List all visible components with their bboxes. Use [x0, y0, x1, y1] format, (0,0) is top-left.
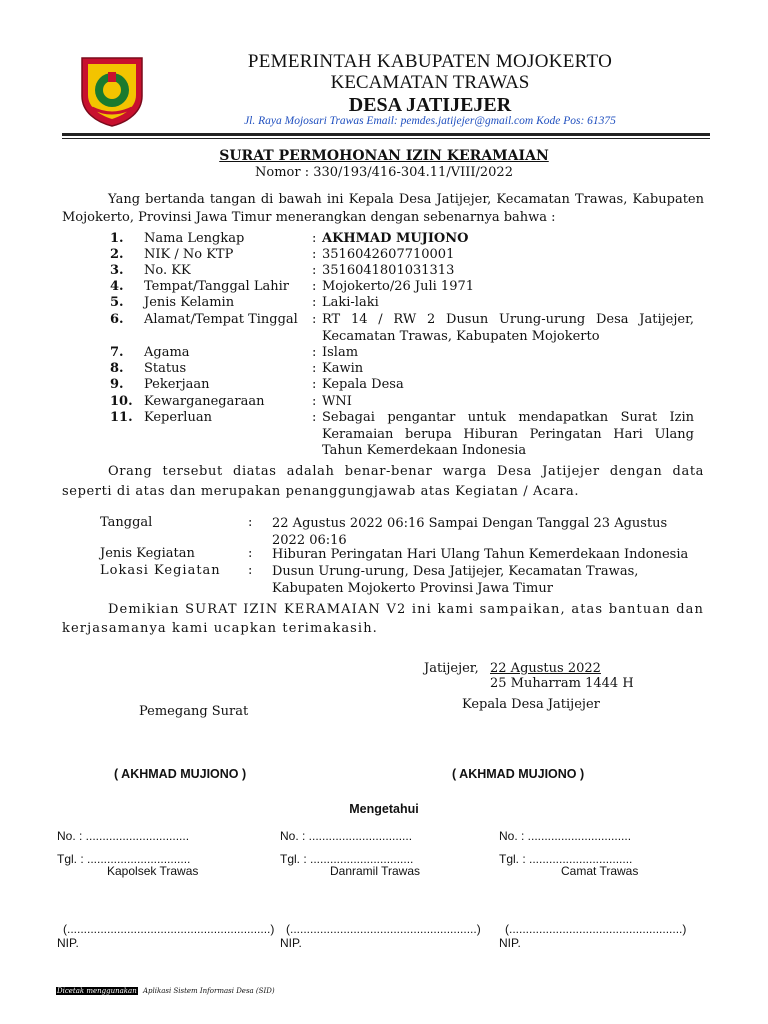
holder-title: Pemegang Surat: [139, 704, 249, 719]
field-number: 7.: [110, 345, 124, 360]
ack-nip: NIP.: [499, 936, 521, 950]
event-colon: :: [248, 515, 253, 530]
ack-signature-line: (........................................................): [286, 922, 481, 936]
field-value: Sebagai pengantar untuk mendapatkan Surat Izin Keramaian berupa Hiburan Peringatan Hari Ulang Tahun Kemerdekaan Indonesia: [322, 410, 694, 458]
document-title: SURAT PERMOHONAN IZIN KERAMAIAN: [219, 148, 549, 164]
ack-number: No. : ...............................: [57, 829, 190, 843]
field-number: 5.: [110, 295, 124, 310]
field-number: 3.: [110, 263, 124, 278]
field-number: 10.: [110, 394, 133, 409]
field-label: Kewarganegaraan: [144, 394, 265, 409]
field-label: Keperluan: [144, 410, 212, 425]
field-row: [110, 247, 710, 264]
field-row: [110, 377, 710, 394]
field-label: NIK / No KTP: [144, 247, 234, 262]
statement-paragraph: Orang tersebut diatas adalah benar-benar warga Desa Jatijejer dengan data seperti di atas dan merupakan penanggungjawab atas Kegiatan / Acara.: [62, 464, 704, 499]
field-value: 3516042607710001: [322, 247, 455, 262]
signing-place: Jatijejer,: [424, 661, 479, 676]
field-value: AKHMAD MUJIONO: [322, 231, 469, 246]
field-label: Tempat/Tanggal Lahir: [144, 279, 289, 294]
field-row: [110, 295, 710, 312]
intro-paragraph: Yang bertanda tangan di bawah ini Kepala Desa Jatijejer, Kecamatan Trawas, Kabupaten Mojokerto, Provinsi Jawa Timur menerangkan dengan sebenarnya bahwa :: [62, 192, 704, 225]
event-value: 22 Agustus 2022 06:16 Sampai Dengan Tanggal 23 Agustus 2022 06:16: [272, 516, 668, 548]
field-colon: :: [312, 345, 317, 360]
print-footer: [56, 987, 275, 995]
field-number: 1.: [110, 231, 124, 246]
field-value: Kepala Desa: [322, 377, 404, 392]
signing-date: 22 Agustus 2022: [490, 661, 601, 676]
letterhead-government: PEMERINTAH KABUPATEN MOJOKERTO: [247, 51, 613, 72]
event-value: Hiburan Peringatan Hari Ulang Tahun Kemerdekaan Indonesia: [272, 547, 689, 562]
letterhead-district: KECAMATAN TRAWAS: [330, 72, 530, 93]
field-row: [110, 312, 710, 344]
field-label: Pekerjaan: [144, 377, 210, 392]
field-colon: :: [312, 410, 317, 425]
acknowledge-heading: Mengetahui: [349, 802, 419, 816]
field-number: 4.: [110, 279, 124, 294]
field-row: [110, 345, 710, 362]
ack-number: No. : ...............................: [280, 829, 413, 843]
ack-date: Tgl. : ...............................: [57, 852, 191, 866]
field-number: 11.: [110, 410, 133, 425]
field-number: 8.: [110, 361, 124, 376]
ack-date: Tgl. : ...............................: [280, 852, 414, 866]
field-colon: :: [312, 279, 317, 294]
field-row: [110, 231, 710, 248]
regency-emblem: [78, 52, 146, 128]
field-row: [110, 361, 710, 378]
field-value: Islam: [322, 345, 359, 360]
letterhead-divider: [62, 133, 710, 139]
field-colon: :: [312, 295, 317, 310]
event-colon: :: [248, 563, 253, 578]
print-footer-label: Dicetak menggunakan: [57, 987, 137, 995]
event-colon: :: [248, 546, 253, 561]
field-number: 9.: [110, 377, 124, 392]
event-value: Dusun Urung-urung, Desa Jatijejer, Kecamatan Trawas, Kabupaten Mojokerto Provinsi Jawa Timur: [272, 564, 639, 596]
field-value: 3516041801031313: [322, 263, 455, 278]
head-title: Kepala Desa Jatijejer: [462, 697, 600, 712]
field-row: [110, 410, 710, 458]
closing-paragraph: Demikian SURAT IZIN KERAMAIAN V2 ini kami sampaikan, atas bantuan dan kerjasamanya kami ucapkan terimakasih.: [62, 602, 704, 636]
field-colon: :: [312, 231, 317, 246]
field-label: Nama Lengkap: [144, 231, 245, 246]
document-number: Nomor : 330/193/416-304.11/VIII/2022: [255, 165, 513, 180]
field-colon: :: [312, 394, 317, 409]
field-colon: :: [312, 377, 317, 392]
ack-nip: NIP.: [280, 936, 302, 950]
letterhead-address: Jl. Raya Mojosari Trawas Email: pemdes.jatijejer@gmail.com Kode Pos: 61375: [244, 115, 616, 127]
ack-role: Kapolsek Trawas: [107, 864, 199, 878]
ack-signature-line: (....................................................): [505, 922, 687, 936]
ack-date: Tgl. : ...............................: [499, 852, 633, 866]
ack-role: Danramil Trawas: [330, 864, 421, 878]
ack-number: No. : ...............................: [499, 829, 632, 843]
field-number: 2.: [110, 247, 124, 262]
field-colon: :: [312, 263, 317, 278]
field-label: Alamat/Tempat Tinggal: [144, 312, 298, 327]
field-colon: :: [312, 247, 317, 262]
field-label: Status: [144, 361, 187, 376]
event-label: Lokasi Kegiatan: [100, 563, 221, 578]
field-value: Mojokerto/26 Juli 1971: [322, 279, 475, 294]
signing-date-hijri: 25 Muharram 1444 H: [490, 676, 634, 691]
print-footer-app: Aplikasi Sistem Informasi Desa (SID): [142, 987, 275, 995]
field-label: Jenis Kelamin: [144, 295, 235, 310]
field-value: WNI: [322, 394, 352, 409]
field-value: Laki-laki: [322, 295, 379, 310]
ack-signature-line: (.............................................................): [63, 922, 275, 936]
field-label: No. KK: [144, 263, 191, 278]
ack-nip: NIP.: [57, 936, 79, 950]
head-name: ( AKHMAD MUJIONO ): [452, 767, 585, 781]
field-label: Agama: [144, 345, 190, 360]
field-colon: :: [312, 361, 317, 376]
field-number: 6.: [110, 312, 124, 327]
field-row: [110, 394, 710, 411]
event-label: Tanggal: [100, 515, 153, 530]
letterhead-village: DESA JATIJEJER: [348, 94, 512, 116]
ack-role: Camat Trawas: [561, 864, 639, 878]
event-label: Jenis Kegiatan: [100, 546, 195, 561]
field-value: RT 14 / RW 2 Dusun Urung-urung Desa Jatijejer, Kecamatan Trawas, Kabupaten Mojokerto: [322, 312, 694, 344]
field-colon: :: [312, 312, 317, 327]
holder-name: ( AKHMAD MUJIONO ): [114, 767, 247, 781]
field-value: Kawin: [322, 361, 364, 376]
field-row: [110, 279, 710, 296]
field-row: [110, 263, 710, 280]
